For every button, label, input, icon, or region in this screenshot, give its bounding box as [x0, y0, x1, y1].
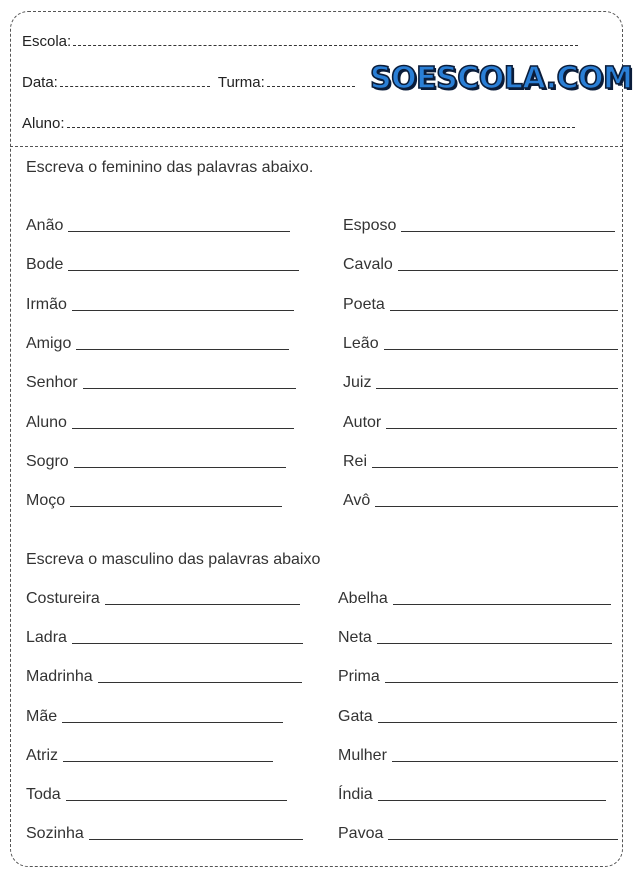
aluno-field[interactable] — [67, 126, 575, 128]
exercise-word: Neta — [338, 629, 372, 647]
exercise-word: Bode — [26, 256, 64, 274]
exercise-item-left — [26, 668, 302, 686]
exercise-item-left — [26, 374, 296, 392]
exercise-item-left — [26, 453, 286, 471]
exercise-item-right — [338, 786, 606, 804]
answer-line[interactable] — [372, 466, 618, 468]
exercise-item-right — [343, 256, 618, 274]
exercise-word: Gata — [338, 707, 373, 725]
aluno-label: Aluno: — [22, 115, 65, 132]
answer-line[interactable] — [375, 505, 618, 507]
data-row — [22, 74, 355, 91]
exercise-word: Rei — [343, 452, 368, 470]
exercise-word: Sozinha — [26, 825, 84, 843]
answer-line[interactable] — [376, 387, 618, 389]
answer-line[interactable] — [377, 642, 612, 644]
exercise-word: Sogro — [26, 452, 69, 470]
exercise-word: Senhor — [26, 374, 78, 392]
exercise-item-right — [338, 747, 618, 765]
exercise-item-left — [26, 256, 299, 274]
answer-line[interactable] — [393, 603, 611, 605]
exercise-item-right — [338, 668, 618, 686]
escola-field[interactable] — [73, 44, 578, 46]
answer-line[interactable] — [89, 838, 303, 840]
answer-line[interactable] — [66, 799, 287, 801]
exercise-word: Anão — [26, 217, 64, 234]
exercise-word: Juiz — [343, 374, 372, 392]
exercise-item-left — [26, 590, 300, 608]
answer-line[interactable] — [63, 760, 273, 762]
data-field[interactable] — [60, 85, 210, 87]
turma-label: Turma: — [217, 74, 265, 91]
answer-line[interactable] — [68, 230, 290, 232]
exercise-item-right — [338, 590, 611, 608]
exercise-item-right — [343, 335, 618, 353]
data-label: Data: — [22, 74, 58, 91]
answer-line[interactable] — [378, 721, 617, 723]
answer-line[interactable] — [98, 681, 302, 683]
exercise-word: Toda — [26, 786, 61, 803]
answer-line[interactable] — [385, 681, 618, 683]
exercise-item-right — [338, 825, 618, 843]
exercise-item-right — [343, 492, 618, 510]
answer-line[interactable] — [392, 760, 618, 762]
exercise-item-right — [343, 217, 615, 235]
exercise-word: Aluno — [26, 413, 67, 431]
exercise-item-right — [343, 414, 617, 432]
header-separator — [10, 146, 623, 147]
exercise-word: Poeta — [343, 295, 385, 313]
answer-line[interactable] — [384, 348, 618, 350]
answer-line[interactable] — [388, 838, 618, 840]
answer-line[interactable] — [105, 603, 300, 605]
exercise-word: Cavalo — [343, 256, 393, 274]
exercise-word: Amigo — [26, 334, 72, 352]
exercise-item-right — [343, 374, 618, 392]
exercise-item-left — [26, 708, 283, 726]
answer-line[interactable] — [72, 427, 294, 429]
exercise-word: Leão — [343, 334, 379, 352]
answer-line[interactable] — [74, 466, 286, 468]
exercise-item-left — [26, 786, 287, 804]
exercise-item-left — [26, 747, 273, 765]
exercise-word: Mulher — [338, 746, 387, 764]
exercise-word: Avô — [343, 492, 371, 510]
exercise-word: Pavoa — [338, 825, 384, 843]
worksheet-border — [10, 11, 623, 867]
answer-line[interactable] — [70, 505, 282, 507]
answer-line[interactable] — [83, 387, 296, 389]
escola-row — [22, 33, 578, 50]
exercise-item-left — [26, 296, 294, 314]
answer-line[interactable] — [401, 230, 615, 232]
exercise-item-right — [343, 296, 618, 314]
exercise-item-right — [338, 629, 612, 647]
exercise-word: Costureira — [26, 590, 100, 607]
exercise-item-left — [26, 414, 294, 432]
answer-line[interactable] — [72, 642, 303, 644]
exercise-item-left — [26, 492, 282, 510]
answer-line[interactable] — [378, 799, 606, 801]
instruction-masculine: Escreva o masculino das palavras abaixo — [26, 551, 321, 568]
answer-line[interactable] — [68, 269, 299, 271]
exercise-word: Esposo — [343, 217, 397, 234]
exercise-word: Índia — [338, 786, 373, 803]
exercise-word: Mãe — [26, 707, 58, 725]
exercise-word: Atriz — [26, 746, 58, 764]
exercise-word: Autor — [343, 413, 382, 431]
instruction-feminine: Escreva o feminino das palavras abaixo. — [26, 159, 314, 176]
aluno-row — [22, 115, 575, 132]
exercise-item-left — [26, 217, 290, 235]
answer-line[interactable] — [72, 309, 294, 311]
answer-line[interactable] — [62, 721, 283, 723]
answer-line[interactable] — [398, 269, 618, 271]
escola-label: Escola: — [22, 33, 72, 50]
exercise-word: Moço — [26, 492, 66, 510]
exercise-item-left — [26, 335, 289, 353]
answer-line[interactable] — [76, 348, 289, 350]
exercise-word: Prima — [338, 668, 380, 686]
exercise-item-left — [26, 629, 303, 647]
exercise-word: Irmão — [26, 295, 67, 313]
exercise-item-right — [338, 708, 617, 726]
answer-line[interactable] — [386, 427, 617, 429]
exercise-item-left — [26, 825, 303, 843]
soescola-logo: SOESCOLA.COM — [370, 61, 633, 96]
exercise-item-right — [343, 453, 618, 471]
exercise-word: Madrinha — [26, 668, 93, 686]
turma-field[interactable] — [267, 85, 355, 87]
answer-line[interactable] — [390, 309, 618, 311]
exercise-word: Ladra — [26, 629, 67, 647]
exercise-word: Abelha — [338, 590, 388, 607]
